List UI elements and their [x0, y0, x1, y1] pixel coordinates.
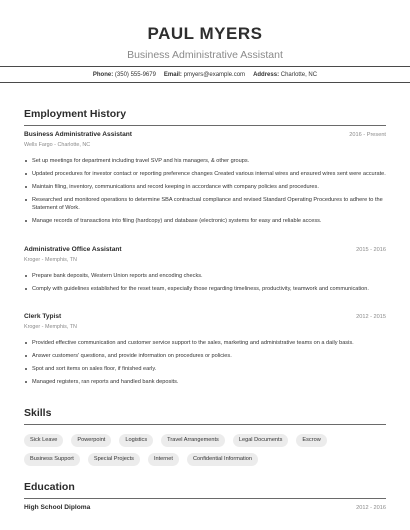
employment-heading: Employment History	[24, 108, 127, 120]
skill-chip: Sick Leave	[24, 434, 63, 447]
skills-divider	[24, 424, 386, 425]
contact-phone	[93, 72, 156, 78]
contact-bar	[0, 66, 410, 83]
phone-label: Phone:	[92, 71, 114, 78]
skill-chip: Special Projects	[88, 453, 140, 466]
education-dates: 2012 - 2016	[356, 505, 386, 511]
skills-list	[24, 434, 386, 466]
job-bullets	[24, 339, 386, 386]
address-value: Charlotte, NC	[280, 71, 318, 78]
contact-address	[253, 72, 317, 78]
skill-chip: Legal Documents	[233, 434, 289, 447]
job-company: Kroger - Memphis, TN	[24, 324, 77, 330]
skill-chip: Travel Arrangements	[161, 434, 225, 447]
address-label: Address:	[253, 71, 280, 78]
education-divider	[24, 498, 386, 499]
job-dates: 2012 - 2015	[356, 314, 386, 320]
job-bullets	[24, 157, 386, 226]
employment-divider	[24, 125, 386, 126]
skills-heading: Skills	[24, 407, 52, 419]
job-title: Clerk Typist	[24, 313, 62, 320]
candidate-name: PAUL MYERS	[147, 24, 263, 43]
skill-chip: Internet	[148, 453, 179, 466]
skill-chip: Confidential Information	[187, 453, 258, 466]
email-value: pmyers@example.com	[183, 71, 246, 78]
degree-title: High School Diploma	[24, 504, 91, 511]
job-title: Business Administrative Assistant	[24, 131, 132, 138]
resume-header	[0, 0, 410, 61]
education-heading: Education	[24, 481, 75, 493]
contact-email	[164, 72, 245, 78]
job-company: Wells Fargo - Charlotte, NC	[24, 142, 91, 148]
skill-chip: Escrow	[296, 434, 326, 447]
job-entry	[24, 131, 386, 230]
bullet-item: Updated procedures for investor contact or reporting preference changes Created various internal wires and ensured wires sent were accurate.	[24, 170, 386, 179]
job-entry	[24, 313, 386, 391]
education-entry	[24, 504, 386, 511]
skill-chip: Powerpoint	[71, 434, 111, 447]
job-dates: 2016 - Present	[349, 132, 386, 138]
email-label: Email:	[163, 71, 182, 78]
bullet-item: Comply with guidelines established for the reset team, especially those regarding timeliness, productivity, teamwork and communication.	[24, 285, 386, 294]
job-dates: 2015 - 2016	[356, 247, 386, 253]
job-bullets	[24, 272, 386, 293]
bullet-item: Answer customers' questions, and provide information on procedures or policies.	[24, 352, 386, 361]
job-entry	[24, 246, 386, 298]
bullet-item: Prepare bank deposits, Western Union reports and encoding checks.	[24, 272, 386, 281]
bullet-item: Maintain filing, inventory, communications and record keeping in accordance with company policies and procedures.	[24, 183, 386, 192]
bullet-item: Managed registers, ran reports and handled bank deposits.	[24, 378, 386, 387]
candidate-title: Business Administrative Assistant	[127, 49, 283, 61]
bullet-item: Provided effective communication and customer service support to the sales, marketing and administrative teams on a daily basis.	[24, 339, 386, 348]
skill-chip: Business Support	[24, 453, 80, 466]
bullet-item: Set up meetings for department including travel SVP and his managers, & other groups.	[24, 157, 386, 166]
skill-chip: Logistics	[119, 434, 153, 447]
job-title: Administrative Office Assistant	[24, 246, 122, 253]
phone-value: (350) 555-9679	[114, 71, 156, 78]
bullet-item: Spot and sort items on sales floor, if finished early.	[24, 365, 386, 374]
job-company: Kroger - Memphis, TN	[24, 257, 77, 263]
bullet-item: Researched and monitored operations to determine SBA contractual compliance and revised Standard Operating Procedures to adhere to the Statement of Work.	[24, 196, 386, 213]
bullet-item: Manage records of transactions into filing (hardcopy) and database (electronic) systems for easy and reliable access.	[24, 217, 386, 226]
